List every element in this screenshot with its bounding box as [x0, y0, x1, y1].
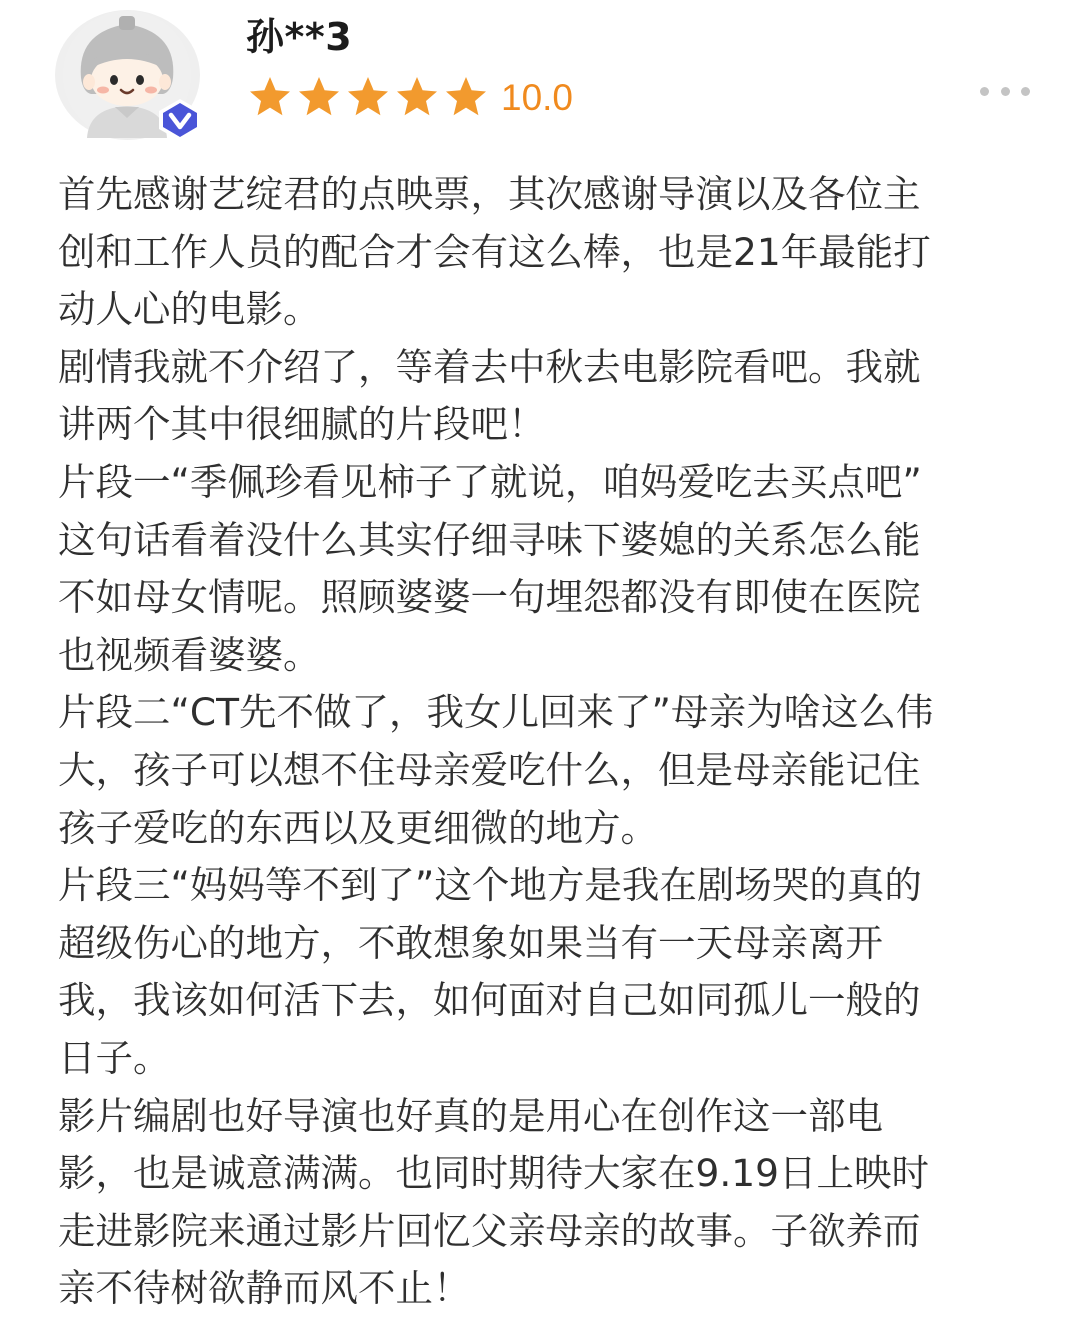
review-text-line: 讲两个其中很细腻的片段吧！	[58, 402, 546, 447]
more-dots-icon	[1001, 87, 1010, 96]
review-text-line: 首先感谢艺绽君的点映票，其次感谢导演以及各位主	[58, 172, 921, 216]
review-text-line: 这句话看着没什么其实仔细寻味下婆媳的关系怎么能	[58, 517, 921, 562]
rating-row	[248, 72, 573, 122]
star-rating	[248, 75, 493, 119]
review-text-line: 动人心的电影。	[58, 287, 321, 332]
review-text-line: 不如母女情呢。照顾婆婆一句埋怨都没有即使在医院	[58, 575, 921, 620]
review-text-line: 日子。	[58, 1035, 171, 1080]
review-text-line: 剧情我就不介绍了，等着去中秋去电影院看吧。我就	[58, 344, 921, 389]
star-icon	[346, 75, 390, 119]
review-text-line: 孩子爱吃的东西以及更细微的地方。	[58, 805, 658, 850]
review-text-line: 片段三“妈妈等不到了”这个地方是我在剧场哭的真的	[58, 863, 922, 908]
star-icon	[297, 75, 341, 119]
more-options-button[interactable]	[980, 80, 1030, 102]
review-text-line: 亲不待树欲静而风不止！	[58, 1266, 471, 1311]
star-icon	[395, 75, 439, 119]
review-text-line: 大，孩子可以想不住母亲爱吃什么，但是母亲能记住	[58, 747, 921, 792]
review-text	[58, 166, 1018, 1318]
username[interactable]: 孙**3	[246, 15, 353, 59]
more-dots-icon	[980, 87, 989, 96]
star-icon	[248, 75, 292, 119]
star-icon	[444, 75, 488, 119]
review-text-line: 也视频看婆婆。	[58, 632, 321, 677]
review-text-line: 片段一“季佩珍看见柿子了就说，咱妈爱吃去买点吧”	[58, 459, 922, 504]
vip-heart-badge-icon	[155, 97, 205, 143]
rating-score: 10.0	[501, 76, 574, 118]
review-text-line: 影，也是诚意满满。也同时期待大家在9.19日上映时	[58, 1151, 929, 1196]
review-text-line: 我，我该如何活下去，如何面对自己如同孤儿一般的	[58, 978, 921, 1023]
vip-badge	[155, 97, 205, 143]
review-text-line: 片段二“CT先不做了，我女儿回来了”母亲为啥这么伟	[58, 690, 934, 735]
review-text-line: 创和工作人员的配合才会有这么棒，也是21年最能打	[58, 229, 931, 274]
review-text-line: 走进影院来通过影片回忆父亲母亲的故事。子欲养而	[58, 1208, 921, 1253]
review-text-line: 超级伤心的地方，不敢想象如果当有一天母亲离开	[58, 920, 883, 965]
more-dots-icon	[1021, 87, 1030, 96]
review-text-line: 影片编剧也好导演也好真的是用心在创作这一部电	[58, 1093, 883, 1138]
